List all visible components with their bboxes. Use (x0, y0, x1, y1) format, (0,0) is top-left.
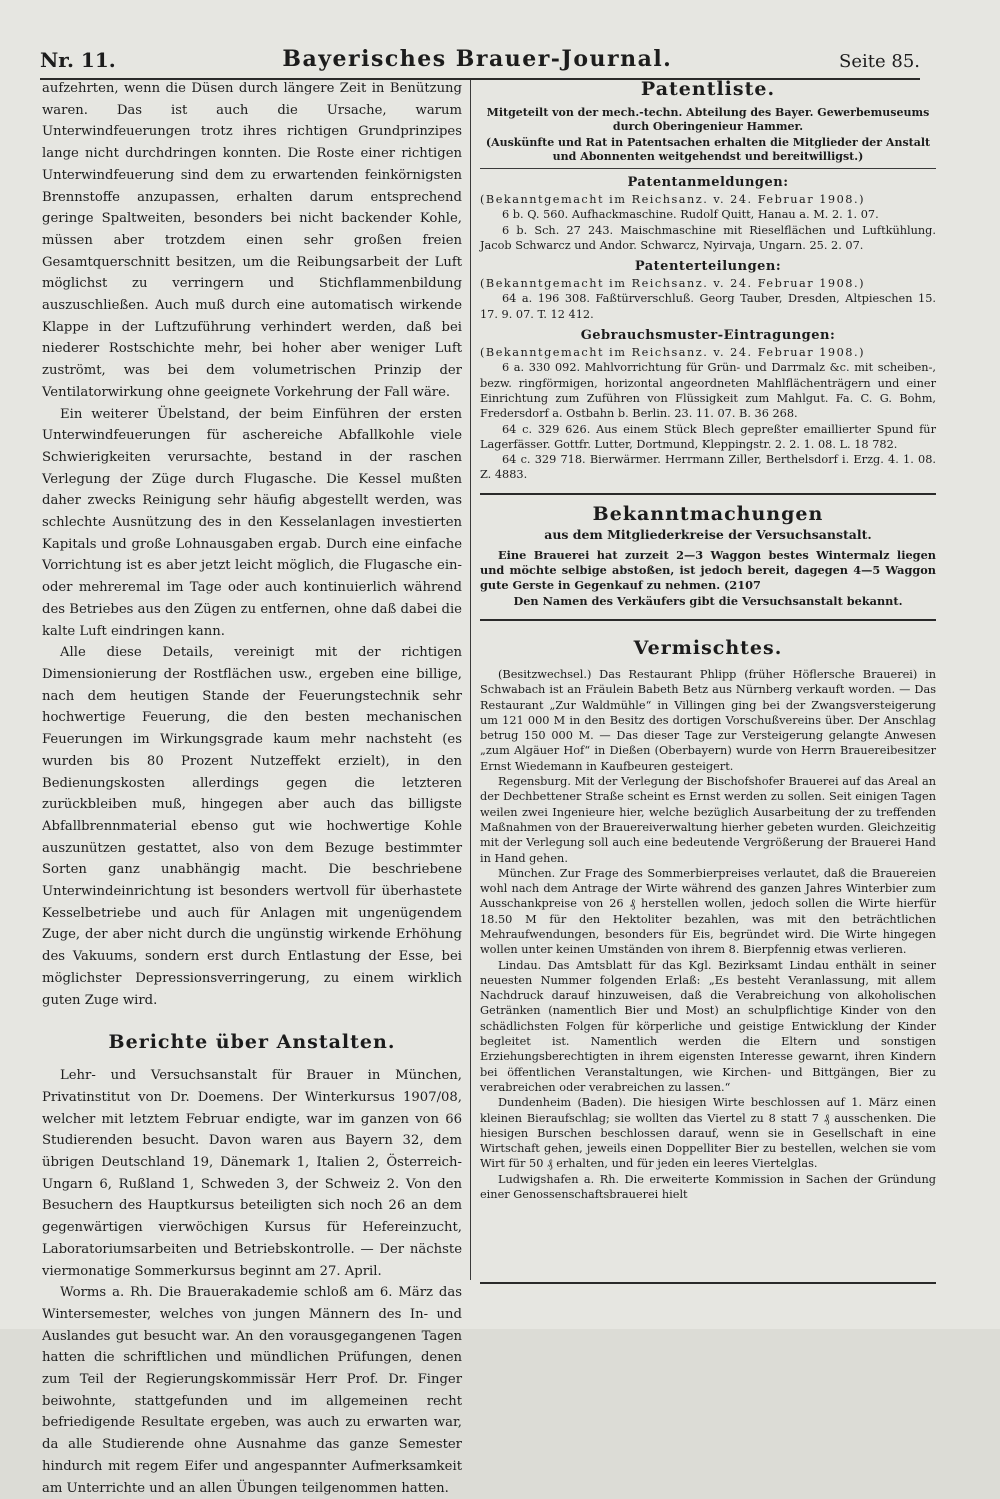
subsection-title: Gebrauchsmuster-Eintragungen: (580, 328, 836, 344)
divider (480, 168, 936, 169)
paragraph: Worms a. Rh. Die Brauerakademie schloß am 6. März das Wintersemester, welches von jungen Männern des In- und Auslandes gut besucht war. An den vorausgegangenen Tagen hatten die schriftlichen und mündlichen Prüfungen, denen zum Teil der Regierungskommissär Herr Prof. Dr. Finger beiwohnte, stattgefunden und im allgemeinen recht befriedigende Resultate ergeben, was auch zu erwarten war, da alle Studierende ohne Ausnahme das ganze Semester hindurch mit regem Eifer und angespannter Aufmerksamkeit am Unterrichte und an allen Übungen teilgenommen hatten. (42, 1285, 462, 1496)
paragraph: aufzehrten, wenn die Düsen durch längere Zeit in Benützung waren. Das ist auch die Ursache, warum Unterwindfeuerungen trotz ihres richtigen Grundprinzipes lange nicht durchdringen konnten. Die Roste einer richtigen Unterwindfeuerung sind dem zu erwartenden feinkörnigsten Brennstoffe anzupassen, erhalten darum entsprechend geringe Spaltweiten, besonders bei nicht backender Kohle, müssen aber trotzdem einen sehr großen freien Gesamtquerschnitt besitzen, um die Reibungsarbeit der Luft möglichst zu verringern und Stichflammenbildung auszuschließen. Auch muß durch eine automatisch wirkende Klappe in der Luftzuführung verhindert werden, daß bei niederer Rostschichte mehr, bei hoher aber weniger Luft zuströmt, was bei dem volumetrischen Prinzip der Ventilatorwirkung ohne geeignete Vorkehrung der Fall wäre. (42, 81, 462, 400)
section-title-berichte: Berichte über Anstalten. (108, 1031, 396, 1054)
paragraph: Lindau. Das Amtsblatt für das Kgl. Bezirksamt Lindau enthält in seiner neuesten Nummer folgenden Erlaß: „Es besteht Veranlassung, mit allem Nachdruck darauf hinzuweisen, daß die Verabreichung von alkoholischen Getränken (namentlich Bier und Most) an schulpflichtige Kinder von den schädlichsten Folgen für körperliche und geistige Entwicklung der Kinder begleitet ist. Namentlich werden die Eltern und sonstigen Erziehungsberechtigten in ihrem eigensten Interesse gewarnt, ihren Kindern bei öffentlichen Veranstaltungen, wie Kirchen- und Bittgängen, Bier zu verabreichen oder verabreichen zu lassen.“ (480, 958, 936, 1094)
subsection-title: Patentanmeldungen: (627, 175, 789, 190)
paragraph: Dundenheim (Baden). Die hiesigen Wirte beschlossen auf 1. März einen kleinen Bieraufschlag; sie wollten das Viertel zu 8 statt 7 ₰ ausschenken. Die hiesigen Burschen beschlossen darauf, wenn sie in Gesellschaft in eine Wirtschaft gehen, jeweils einen Doppelliter Bier zu bestellen, welchen sie vom Wirt für 50 ₰ erhalten, und für jeden ein leeres Viertelglas. (480, 1096, 936, 1171)
subsection-title: Patenterteilungen: (634, 259, 782, 275)
patent-source: Mitgeteilt von der mech.-techn. Abteilung des Bayer. Gewerbemuseums durch Oberingenieur Hammer. (486, 106, 930, 133)
paragraph: (Besitzwechsel.) Das Restaurant Phlipp (früher Höflersche Brauerei) in Schwabach ist an Fräulein Babeth Betz aus Nürnberg verkauft worden. — Das Restaurant „Zur Waldmühle“ in Villingen ging bei der Zwangsversteigerung um 121 000 M in den Besitz des dortigen Vorschußvereins über. Der Anschlag betrug 150 000 M. — Das dieser Tage zur Versteigerung gelangte Anwesen „zum Algäuer Hof“ in Dießen (Oberbayern) wurde von Herrn Brauereibesitzer Ernst Wiedemann in Kaufbeuren gesteigert. (480, 667, 936, 773)
paragraph: Alle diese Details, vereinigt mit der richtigen Dimensionierung der Rostflächen usw., ergeben eine billige, nach dem heutigen Stande der Feuerungstechnik sehr hochwertige Feuerung, die den besten mechanischen Feuerungen im Wirkungsgrade kaum mehr nachsteht (es wurden bis 80 Prozent Nutzeffekt erzielt), in den Bedienungskosten allerdings gegen die letzteren zurückbleiben muß, hingegen aber auch das billigste Abfallbrennmaterial ebenso gut wie hochwertige Kohle auszunützen gestattet, also von dem Bezuge bestimmter Sorten ganz unabhängig macht. Die beschriebene Unterwindeinrichtung ist besonders wertvoll für überhastete Kesselbetriebe und auch für Anlagen mit ungenügendem Zuge, der aber nicht durch die ungünstig wirkende Erhöhung des Vakuums, sondern erst durch Entlastung der Esse, bei möglichster Depressionsverringerung, zu einem wirklich guten Zuge wird. (42, 645, 462, 1008)
issue-number: Nr. 11. (40, 48, 116, 72)
paragraph: Regensburg. Mit der Verlegung der Bischofshofer Brauerei auf das Areal an der Dechbettener Straße scheint es Ernst werden zu sollen. Seit einigen Tagen weilen zwei Ingenieure hier, welche bezüglich Ausarbeitung der zu treffenden Maßnahmen von der Brauereiverwaltung hierher gebeten wurden. Gleichzeitig mit der Verlegung soll auch eine bedeutende Vergrößerung der Brauerei Hand in Hand gehen. (480, 775, 936, 865)
patent-note: (Auskünfte und Rat in Patentsachen erhalten die Mitglieder der Anstalt und Abonnenten weitgehendst und bereitwilligst.) (485, 136, 931, 163)
journal-title: Bayerisches Brauer-Journal. (282, 46, 673, 72)
divider (480, 493, 936, 495)
paragraph: Ein weiterer Übelstand, der beim Einführen der ersten Unterwindfeuerungen für aschereiche Abfallkohle viele Schwierigkeiten verursachte, bestand in der raschen Verlegung der Züge durch Flugasche. Die Kessel mußten daher zwecks Reinigung sehr häufig abgestellt werden, was schlechte Ausnützung des in den Kesselanlagen investierten Kapitals und große Lohnausgaben ergab. Durch eine einfache Vorrichtung ist es aber jetzt leicht möglich, die Flugasche ein- oder mehreremal im Tage oder auch kontinuierlich während des Betriebes aus den Zügen zu entfernen, ohne daß dabei die kalte Luft eindringen kann. (42, 406, 462, 639)
announcement-line: (Bekanntgemacht im Reichsanz. v. 24. Februar 1908.) (480, 346, 865, 360)
announcement-line: (Bekanntgemacht im Reichsanz. v. 24. Februar 1908.) (480, 277, 865, 291)
divider (480, 619, 936, 621)
announcement-text: Eine Brauerei hat zurzeit 2—3 Waggon bestes Wintermalz liegen und möchte selbige abstoßen, ist jedoch bereit, dagegen 4—5 Waggon gute Gerste in Gegenkauf zu nehmen. (2107 (480, 547, 936, 593)
announcement-line: (Bekanntgemacht im Reichsanz. v. 24. Februar 1908.) (480, 193, 865, 206)
section-title-patentliste: Patentliste. (640, 78, 776, 100)
section-title-bekanntmachungen: Bekanntmachungen (592, 502, 824, 525)
patent-entry: 64 c. 329 718. Bierwärmer. Herrmann Ziller, Berthelsdorf i. Erzg. 4. 1. 08. Z. 4883. (480, 453, 936, 482)
section-subtitle: aus dem Mitgliederkreise der Versuchsanstalt. (544, 526, 872, 542)
column-divider (470, 80, 471, 1280)
page-number: Seite 85. (839, 51, 920, 72)
paragraph: Ludwigshafen a. Rh. Die erweiterte Kommission in Sachen der Gründung einer Genossenschaftsbrauerei hielt (480, 1172, 936, 1202)
paragraph: München. Zur Frage des Sommerbierpreises verlautet, daß die Brauereien wohl nach dem Antrage der Wirte während des ganzen Jahres Winterbier zum Ausschankpreise von 26 ₰ herstellen wollen, jedoch sollen die Wirte hierfür 18.50 M für den Hektoliter bezahlen, was mit den beträchtlichen Mehraufwendungen, besonders für Eis, begründet wird. Die Wirte hingegen wollen unter keinen Umständen von ihrem 8. Bierpfennig etwas verlieren. (480, 866, 936, 957)
patent-entry: 6 b. Q. 560. Aufhackmaschine. Rudolf Quitt, Hanau a. M. 2. 1. 07. (502, 208, 879, 222)
patent-entry: 64 c. 329 626. Aus einem Stück Blech gepreßter emaillierter Spund für Lagerfässer. Gottfr. Lutter, Dortmund, Kleppingstr. 2. 2. 1. 08. L. 18 782. (480, 422, 936, 451)
patent-entry: 6 a. 330 092. Mahlvorrichtung für Grün- und Darrmalz &c. mit scheiben-, bezw. ringförmigen, horizontal angeordneten Mahlflächenträgern und einer Einrichtung zum Zuführen von Flüssigkeit zum Mahlgut. Fa. C. G. Bohm, Fredersdorf a. Ostbahn b. Berlin. 23. 11. 07. B. 36 268. (480, 361, 936, 421)
section-title-vermischtes: Vermischtes. (633, 636, 783, 659)
page-header (40, 38, 920, 80)
patent-entry: 6 b. Sch. 27 243. Maischmaschine mit Rieselflächen und Luftkühlung. Jacob Schwarcz und Andor. Schwarcz, Nyirvaja, Ungarn. 25. 2. 07. (480, 223, 936, 252)
bottom-rule (480, 1282, 936, 1284)
patent-entry: 64 a. 196 308. Faßtürverschluß. Georg Tauber, Dresden, Altpieschen 15. 17. 9. 07. T. 12 412. (480, 292, 936, 321)
left-column (42, 78, 462, 1499)
paragraph: Lehr- und Versuchsanstalt für Brauer in München, Privatinstitut von Dr. Doemens. Der Winterkursus 1907/08, welcher mit letztem Februar endigte, war im ganzen von 66 Studierenden besucht. Davon waren aus Bayern 32, dem übrigen Deutschland 19, Dänemark 1, Italien 2, Österreich-Ungarn 6, Rußland 1, Schweden 3, der Schweiz 2. Von den Besuchern des Hauptkursus beteiligten sich noch 26 an dem gegenwärtigen vierwöchigen Kursus für Hefereinzucht, Laboratoriumsarbeiten und Betriebskontrolle. — Der nächste viermonatige Sommerkursus beginnt am 27. April. (42, 1068, 462, 1279)
announcement-text: Den Namen des Verkäufers gibt die Versuchsanstalt bekannt. (513, 593, 903, 608)
right-column (480, 78, 936, 1202)
